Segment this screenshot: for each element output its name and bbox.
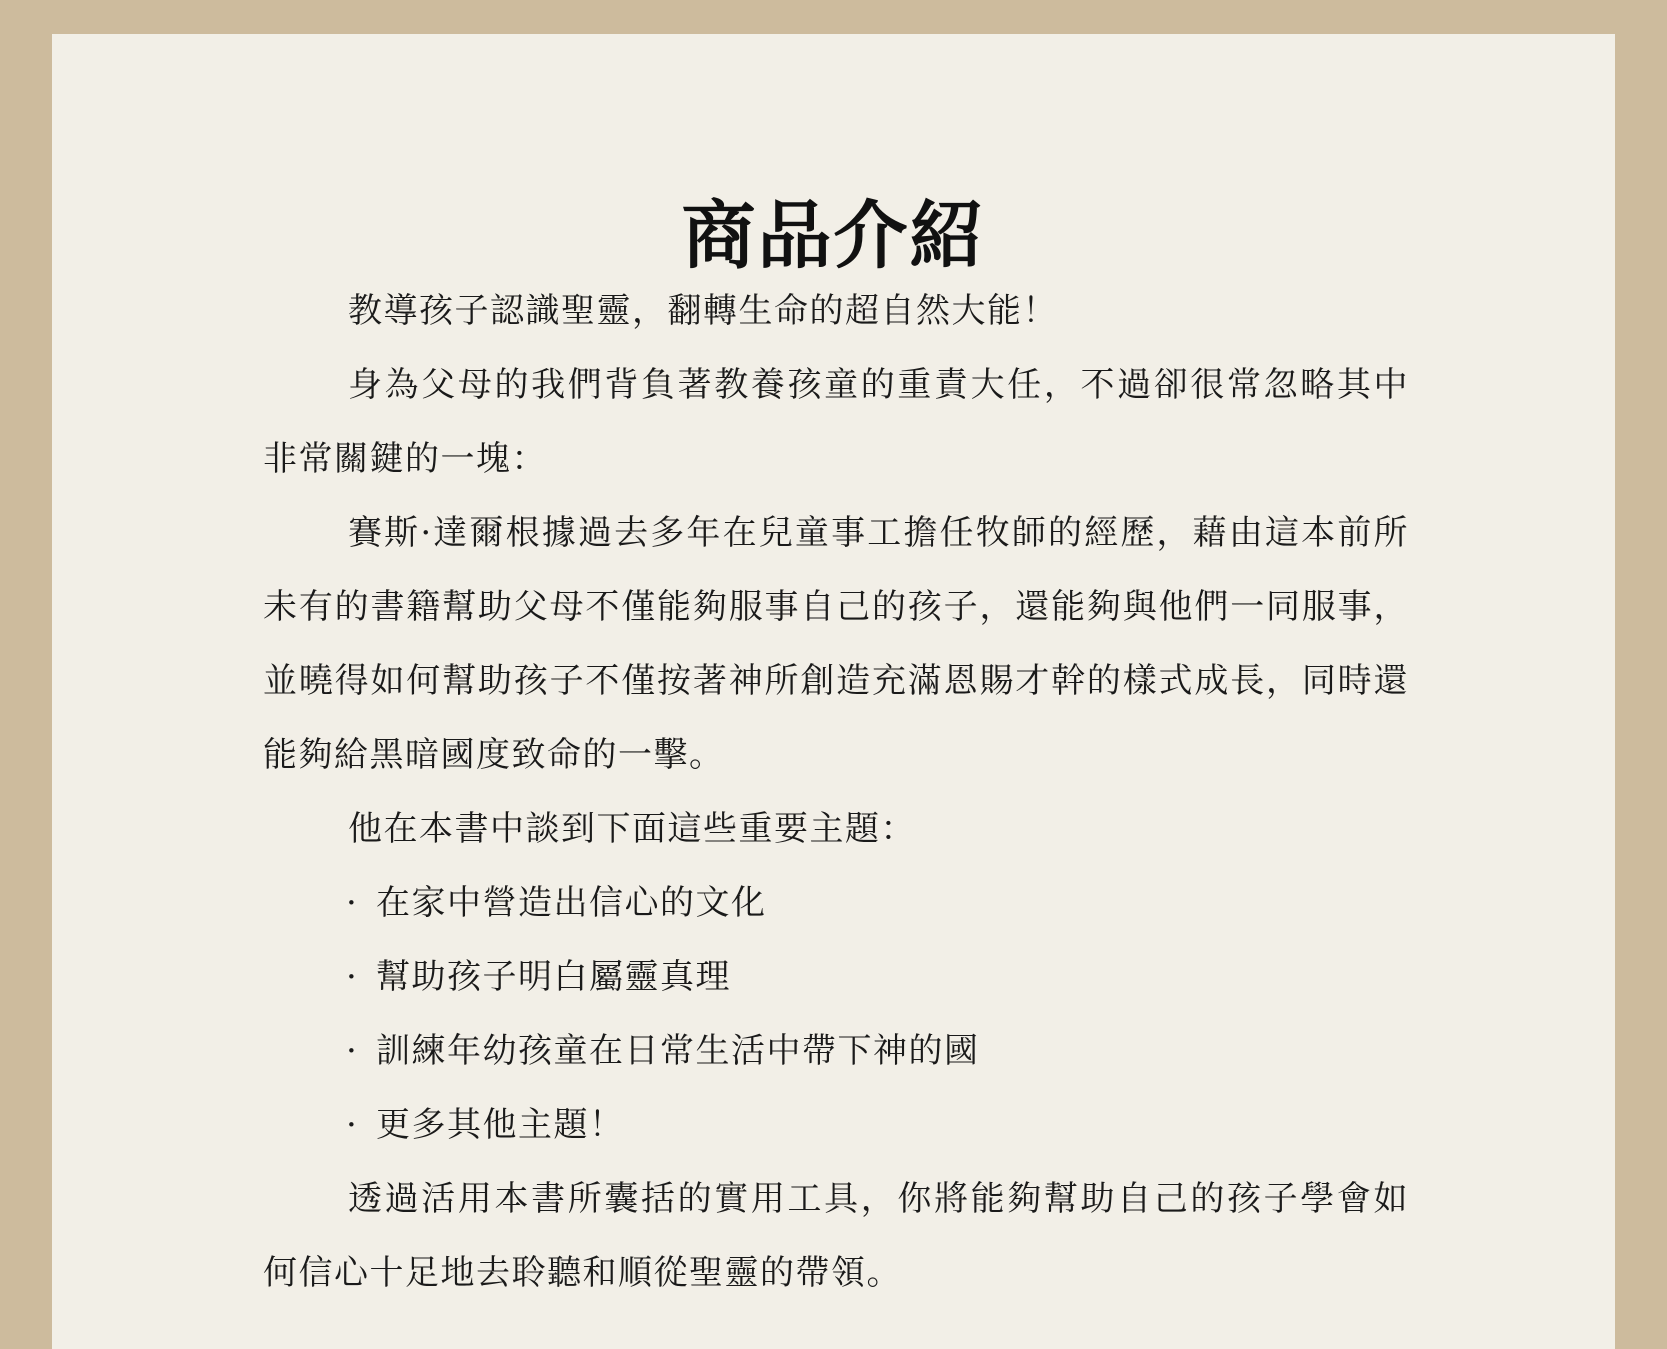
topic-text: 幫助孩子明白屬靈真理 xyxy=(376,957,731,997)
topics-heading: 他在本書中談到下面這些重要主題： xyxy=(348,809,916,849)
bullet-icon: · xyxy=(346,957,359,997)
page-title: 商品介紹 xyxy=(681,192,986,279)
bullet-icon: · xyxy=(346,1105,359,1145)
product-intro-panel xyxy=(52,34,1615,1349)
author-paragraph: 賽斯·達爾根據過去多年在兒童事工擔任牧師的經歷，藉由這本前所未有的書籍幫助父母不僅能夠服事自己的孩子，還能夠與他們一同服事，並曉得如何幫助孩子不僅按著神所創造充滿恩賜才幹的樣式成長，同時還能夠給黑暗國度致命的一擊。 xyxy=(263,513,1409,775)
bullet-icon: · xyxy=(346,883,359,923)
bullet-icon: · xyxy=(346,1031,359,1071)
topic-text: 在家中營造出信心的文化 xyxy=(376,883,767,923)
closing-paragraph: 透過活用本書所囊括的實用工具，你將能夠幫助自己的孩子學會如何信心十足地去聆聽和順從聖靈的帶領。 xyxy=(263,1179,1409,1293)
list-item xyxy=(346,866,1409,940)
topic-list xyxy=(263,866,1409,1162)
list-item xyxy=(346,940,1409,1014)
product-description xyxy=(263,274,1409,1310)
topic-text: 更多其他主題！ xyxy=(376,1105,625,1145)
list-item xyxy=(346,1088,1409,1162)
list-item xyxy=(346,1014,1409,1088)
topic-text: 訓練年幼孩童在日常生活中帶下神的國 xyxy=(376,1031,980,1071)
intro-paragraph: 身為父母的我們背負著教養孩童的重責大任，不過卻很常忽略其中非常關鍵的一塊： xyxy=(263,365,1409,479)
tagline-paragraph: 教導孩子認識聖靈，翻轉生命的超自然大能！ xyxy=(348,291,1058,331)
